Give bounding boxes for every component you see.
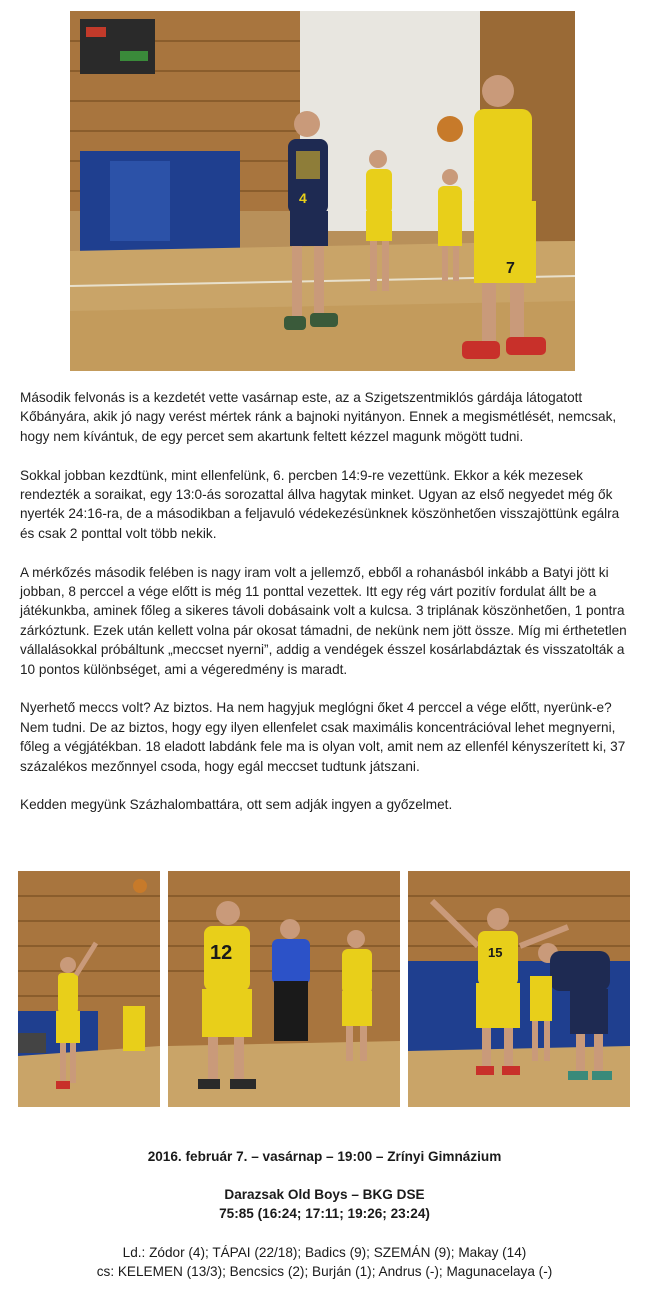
roster-bench: cs: KELEMEN (13/3); Bencsics (2); Burján (1); Andrus (-); Magunacelaya (-) xyxy=(96,1264,553,1279)
article-paragraph: Nyerhető meccs volt? Az biztos. Ha nem hagyjuk meglógni őket 4 perccel a vége előtt, nyerünk-e? Nem tudni. De az biztos, hogy egy ilyen ellenfelet csak maximális koncentrációval lehet megnyerni, főleg a végjátékban. 18 eladott labdánk fele ma is olyan volt, amit nem az ellenfél kényszerített ki, 37 százalékos mezőnnyel csoda, hogy egál meccset tudtunk játszani. xyxy=(20,700,626,774)
article-paragraph: A mérkőzés második felében is nagy iram volt a jellemző, ebből a rohanásból inkább a Batyi jött ki jobban, 8 perccel a vége előtt is még 11 ponttal vezettek. Itt egy rég várt pozitív fordulat állt be a játékunkba, aminek főleg a sikeres távoli dobásaink volt a kulcsa. 3 triplának köszönhetően, 1 pontra zárkóztunk. Ezek után kellett volna pár okosat támadni, de nekünk nem jött össze. Míg mi érthetetlen vállalásokkal próbáltunk „meccset nyerni”, addig a vendégek ésszel kosárlabdáztak és visszatolták a 10 pontos különbséget, ami a végeredmény is maradt. xyxy=(20,564,627,677)
match-event-line: 2016. február 7. – vasárnap – 19:00 – Zrínyi Gimnázium xyxy=(147,1149,502,1164)
thumb3-jersey-15: 15 xyxy=(488,945,503,960)
article-paragraph: Kedden megyünk Százhalombattára, ott sem adják ingyen a győzelmet. xyxy=(20,797,453,813)
hero-jersey-7: 7 xyxy=(506,260,515,277)
thumb2-jersey-12: 12 xyxy=(210,942,233,964)
hero-photo xyxy=(70,11,575,371)
article-body xyxy=(20,388,632,834)
hero-jersey-4: 4 xyxy=(299,190,307,206)
photo-shooter xyxy=(18,871,160,1107)
photo-player-15 xyxy=(408,871,630,1107)
article-paragraph: Sokkal jobban kezdtünk, mint ellenfelünk, 6. percben 14:9-re vezettünk. Ekkor a kék mezesek rendezték a soraikat, egy 13:0-ás sorozattal állva hagytak minket. Ugyan az első negyedet még ők nyerték 24:16-ra, de a másodikban a feljavuló védekezésünknek köszönhetően visszajöttünk egálra és csak 2 ponttal volt több nekik. xyxy=(20,467,620,541)
match-score: 75:85 (16:24; 17:11; 19:26; 23:24) xyxy=(219,1206,430,1221)
article-paragraph: Második felvonás is a kezdetét vette vasárnap este, az a Szigetszentmiklós gárdája látogatott Kőbányára, akik jó nagy verést mértek ránk a bajnoki nyitányon. Ennek a megismétlését, nemcsak, hogy nem kívántuk, de egy percet sem akartunk feltett kézzel magunk mögött tudni. xyxy=(20,390,617,444)
match-title: Darazsak Old Boys – BKG DSE xyxy=(224,1187,425,1202)
photo-player-12 xyxy=(168,871,400,1107)
roster-starters: Ld.: Zódor (4); TÁPAI (22/18); Badics (9); SZEMÁN (9); Makay (14) xyxy=(122,1245,527,1260)
